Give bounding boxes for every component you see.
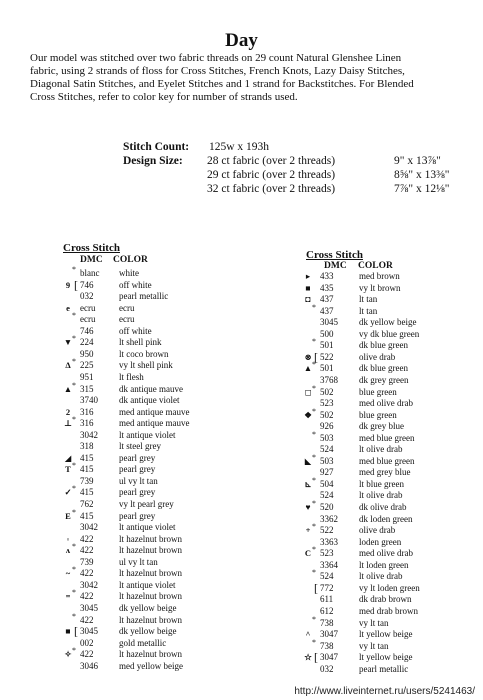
- stitch-symbol-icon: ■: [305, 282, 311, 293]
- color-name: lt shell pink: [119, 337, 162, 348]
- design-size-row: [207, 169, 450, 181]
- key-left-title: Cross Stitch: [63, 242, 120, 254]
- stitch-symbol-icon: ⊥: [63, 418, 73, 429]
- design-size-fabric: 29 ct fabric (over 2 threads): [207, 169, 336, 181]
- dmc-number: 435: [320, 282, 334, 293]
- blend-asterisk: *: [312, 360, 316, 370]
- blend-asterisk: *: [312, 614, 316, 624]
- dmc-number: 951: [80, 371, 94, 382]
- stitch-symbol-icon: ✧: [64, 649, 72, 660]
- stitch-count-label: Stitch Count:: [123, 141, 190, 153]
- dmc-number: 504: [320, 478, 334, 489]
- blend-asterisk: *: [72, 357, 76, 367]
- color-name: blue green: [359, 386, 397, 397]
- dmc-number: 032: [80, 291, 94, 302]
- design-size-fabric: 28 ct fabric (over 2 threads): [207, 155, 336, 167]
- footer-url: http://www.liveinternet.ru/users/5241463/: [294, 686, 475, 697]
- dmc-number: 520: [320, 502, 334, 512]
- dmc-number: 502: [320, 386, 334, 397]
- color-name: pearl grey: [119, 487, 156, 498]
- dmc-number: 950: [80, 348, 94, 359]
- dmc-number: 3042: [80, 522, 98, 533]
- blend-asterisk: *: [312, 429, 316, 439]
- dmc-number: 3363: [320, 536, 338, 547]
- dmc-number: ecru: [80, 314, 96, 325]
- blend-asterisk: *: [72, 311, 76, 321]
- dmc-number: 746: [80, 279, 94, 290]
- dmc-number: 503: [320, 455, 334, 466]
- color-name: lt hazelnut brown: [119, 533, 182, 544]
- color-name: lt steel grey: [119, 441, 161, 452]
- stitch-symbol-icon: ♥: [305, 502, 311, 512]
- color-name: dk yellow beige: [119, 602, 177, 613]
- dmc-number: 225: [80, 360, 94, 371]
- stitch-symbol-icon: ❖: [304, 409, 312, 420]
- blend-bracket: [: [74, 277, 78, 292]
- stitch-symbol-icon: ◘: [305, 294, 311, 305]
- color-name: dk olive drab: [359, 502, 407, 512]
- dmc-number: 738: [320, 617, 334, 628]
- stitch-symbol-icon: ~: [65, 568, 71, 579]
- color-name: med antique mauve: [119, 406, 190, 417]
- stitch-symbol-icon: ^: [305, 629, 311, 640]
- dmc-number: 746: [80, 325, 94, 336]
- intro-line: fabric, using 2 strands of floss for Cross Stitches, French Knots, Lazy Daisy Stitches,: [30, 65, 405, 77]
- dmc-number: 415: [80, 510, 94, 521]
- stitch-count-value: 125w x 193h: [209, 141, 270, 153]
- dmc-number: 500: [320, 328, 334, 339]
- dmc-number: 3046: [80, 660, 98, 671]
- dmc-number: 503: [320, 432, 334, 443]
- color-name: dk antique violet: [119, 395, 180, 406]
- dmc-number: 926: [320, 421, 334, 432]
- blend-asterisk: *: [312, 568, 316, 578]
- color-name: vy lt shell pink: [119, 360, 173, 371]
- color-name: vy lt loden green: [359, 582, 420, 593]
- color-name: olive drab: [359, 351, 396, 362]
- blend-asterisk: *: [312, 499, 316, 508]
- dmc-number: 415: [80, 464, 94, 475]
- color-name: loden green: [359, 536, 402, 547]
- stitch-symbol-icon: ▲: [63, 383, 73, 394]
- color-name: blue green: [359, 409, 397, 420]
- blend-bracket: [: [314, 650, 318, 665]
- stitch-symbol-icon: ◣: [304, 455, 312, 466]
- blend-asterisk: *: [72, 565, 76, 575]
- dmc-number: 523: [320, 548, 334, 559]
- stitch-symbol-icon: ◻: [304, 386, 312, 397]
- color-name: med blue green: [359, 432, 415, 443]
- color-name: pearl metallic: [119, 291, 169, 302]
- dmc-number: 316: [80, 406, 94, 417]
- key-right-dmc-header: DMC: [324, 261, 347, 271]
- dmc-number: 522: [320, 351, 334, 362]
- dmc-number: 524: [320, 571, 334, 582]
- color-name: vy lt brown: [359, 282, 401, 293]
- color-name: dk grey green: [359, 374, 409, 385]
- design-size-fabric: 32 ct fabric (over 2 threads): [207, 183, 336, 195]
- dmc-number: 3045: [80, 626, 98, 637]
- dmc-number: 612: [320, 605, 334, 616]
- dmc-number: 002: [80, 637, 94, 648]
- dmc-number: 3364: [320, 559, 338, 570]
- dmc-number: 437: [320, 294, 334, 305]
- blend-asterisk: *: [312, 302, 316, 312]
- color-name: dk loden green: [359, 513, 413, 524]
- color-name: dk yellow beige: [119, 626, 177, 637]
- blend-asterisk: *: [72, 380, 76, 390]
- dmc-number: 032: [320, 663, 334, 674]
- color-name: lt hazelnut brown: [119, 545, 182, 556]
- intro-line: Cross Stitches, refer to color key for number of strands used.: [30, 91, 298, 103]
- dmc-number: 318: [80, 441, 94, 452]
- dmc-number: 524: [320, 490, 334, 501]
- blend-asterisk: *: [72, 588, 76, 598]
- color-name: med brown: [359, 271, 400, 281]
- dmc-number: 772: [320, 582, 334, 593]
- page-title: Day: [225, 30, 258, 51]
- stitch-symbol-icon: ⊗: [304, 351, 312, 362]
- dmc-number: 422: [80, 649, 94, 660]
- dmc-number: 611: [320, 594, 334, 605]
- color-name: med antique mauve: [119, 418, 190, 429]
- color-name: lt olive drab: [359, 490, 403, 501]
- blend-bracket: [: [314, 580, 318, 595]
- design-size-label: Design Size:: [123, 155, 183, 167]
- stitch-symbol-icon: ■: [65, 626, 71, 637]
- dmc-number: 224: [80, 337, 94, 348]
- dmc-number: 3047: [320, 652, 338, 663]
- color-name: vy lt tan: [359, 617, 389, 628]
- color-name: off white: [119, 279, 152, 290]
- color-name: vy lt tan: [359, 640, 389, 651]
- dmc-number: 501: [320, 363, 334, 374]
- color-name: med olive drab: [359, 398, 413, 409]
- dmc-number: 927: [320, 467, 334, 478]
- dmc-number: 422: [80, 533, 94, 544]
- color-name: med olive drab: [359, 548, 413, 559]
- blend-asterisk: *: [312, 406, 316, 416]
- blend-asterisk: *: [312, 475, 316, 485]
- design-size-dimensions: 9" x 13⅞": [394, 155, 441, 167]
- dmc-number: 3042: [80, 579, 98, 590]
- dmc-number: 3045: [80, 602, 98, 613]
- color-name: lt blue green: [359, 478, 404, 489]
- stitch-symbol-icon: ◢: [64, 452, 72, 463]
- intro-line: Diagonal Satin Stitches, and Eyelet Stitches and 1 strand for Backstitches. For Blended: [30, 78, 414, 90]
- dmc-number: 502: [320, 409, 334, 420]
- blend-asterisk: *: [312, 337, 316, 347]
- dmc-number: 433: [320, 271, 334, 281]
- blend-bracket: [: [74, 624, 78, 639]
- color-name: olive drab: [359, 525, 396, 536]
- design-size-row: [207, 183, 450, 195]
- color-name: off white: [119, 325, 152, 336]
- stitch-symbol-icon: ▸: [305, 271, 311, 281]
- dmc-number: 523: [320, 398, 334, 409]
- color-name: lt yellow beige: [359, 652, 413, 663]
- stitch-symbol-icon: ʌ: [65, 545, 71, 556]
- stitch-symbol-icon: 2: [65, 406, 71, 417]
- dmc-number: 762: [80, 499, 94, 509]
- color-name: lt olive drab: [359, 571, 403, 582]
- color-name: dk blue green: [359, 363, 408, 374]
- color-name: dk blue green: [359, 340, 408, 351]
- dmc-number: 3045: [320, 317, 338, 328]
- color-name: pearl grey: [119, 464, 156, 475]
- color-name: dk antique mauve: [119, 383, 183, 394]
- dmc-number: 3042: [80, 429, 98, 440]
- stitch-symbol-icon: C: [304, 548, 312, 559]
- key-right-color-header: COLOR: [358, 261, 393, 271]
- stitch-symbol-icon: +: [305, 525, 311, 536]
- color-name: lt antique violet: [119, 522, 176, 533]
- dmc-number: 3740: [80, 395, 98, 406]
- color-name: med blue green: [359, 455, 415, 466]
- dmc-number: 522: [320, 525, 334, 536]
- key-right-title: Cross Stitch: [306, 249, 363, 261]
- color-name: ul vy lt tan: [119, 475, 158, 486]
- stitch-symbol-icon: ☆: [304, 652, 312, 663]
- blend-asterisk: *: [312, 637, 316, 647]
- blend-asterisk: *: [72, 611, 76, 621]
- dmc-number: 315: [80, 383, 94, 394]
- blend-asterisk: *: [72, 415, 76, 425]
- color-name: dk grey blue: [359, 421, 404, 432]
- dmc-number: 316: [80, 418, 94, 429]
- dmc-number: 415: [80, 452, 94, 463]
- color-name: ecru: [119, 302, 135, 313]
- blend-asterisk: *: [72, 484, 76, 494]
- color-name: pearl grey: [119, 510, 156, 521]
- color-name: lt loden green: [359, 559, 409, 570]
- color-name: lt hazelnut brown: [119, 591, 182, 602]
- dmc-number: 3768: [320, 374, 338, 385]
- color-name: med drab brown: [359, 605, 418, 616]
- blend-asterisk: *: [72, 542, 76, 552]
- color-name: ul vy lt tan: [119, 556, 158, 567]
- dmc-number: 524: [320, 444, 334, 455]
- color-name: dk drab brown: [359, 594, 412, 605]
- color-name: med grey blue: [359, 467, 411, 478]
- dmc-number: 3362: [320, 513, 338, 524]
- dmc-number: 422: [80, 591, 94, 602]
- dmc-number: 422: [80, 545, 94, 556]
- blend-asterisk: *: [312, 522, 316, 532]
- blend-asterisk: *: [312, 452, 316, 462]
- blend-asterisk: *: [312, 383, 316, 393]
- stitch-symbol-icon: ▲: [303, 363, 313, 374]
- dmc-number: ecru: [80, 302, 96, 313]
- stitch-symbol-icon: T: [65, 464, 71, 475]
- color-name: lt flesh: [119, 371, 144, 382]
- stitch-symbol-icon: 9: [65, 279, 71, 290]
- dmc-number: 415: [80, 487, 94, 498]
- dmc-number: 739: [80, 556, 94, 567]
- color-name: white: [119, 268, 139, 278]
- key-left-dmc-header: DMC: [80, 255, 103, 265]
- design-size-row: [207, 155, 441, 167]
- color-name: lt hazelnut brown: [119, 614, 182, 625]
- intro-line: Our model was stitched over two fabric threads on 29 count Natural Glenshee Linen: [30, 52, 402, 64]
- dmc-number: blanc: [80, 268, 100, 278]
- stitch-symbol-icon: ✓: [64, 487, 72, 498]
- color-name: lt coco brown: [119, 348, 169, 359]
- color-name: lt hazelnut brown: [119, 568, 182, 579]
- color-name: vy dk blue green: [359, 328, 420, 339]
- color-name: lt olive drab: [359, 444, 403, 455]
- dmc-number: 739: [80, 475, 94, 486]
- design-size-dimensions: 7⅞" x 12⅛": [394, 183, 450, 195]
- stitch-symbol-icon: Δ: [65, 360, 71, 371]
- stitch-symbol-icon: ◦: [66, 533, 70, 544]
- color-name: vy lt pearl grey: [119, 499, 174, 509]
- color-name: ecru: [119, 314, 135, 325]
- blend-asterisk: *: [72, 646, 76, 656]
- blend-asterisk: *: [72, 461, 76, 471]
- blend-asterisk: *: [72, 265, 76, 274]
- blend-asterisk: *: [312, 545, 316, 555]
- key-left-color-header: COLOR: [113, 255, 148, 265]
- dmc-number: 422: [80, 614, 94, 625]
- blend-asterisk: *: [72, 334, 76, 344]
- dmc-number: 501: [320, 340, 334, 351]
- color-name: lt tan: [359, 294, 378, 305]
- intro-paragraph: [30, 52, 470, 104]
- dmc-number: 3047: [320, 629, 338, 640]
- stitch-symbol-icon: ▼: [63, 337, 73, 348]
- dmc-number: 422: [80, 568, 94, 579]
- color-name: lt antique violet: [119, 429, 176, 440]
- stitch-symbol-icon: E: [65, 510, 71, 521]
- color-name: dk yellow beige: [359, 317, 417, 328]
- color-name: lt hazelnut brown: [119, 649, 182, 660]
- color-name: med yellow beige: [119, 660, 183, 671]
- color-name: pearl metallic: [359, 663, 409, 674]
- design-size-dimensions: 8⅝" x 13⅜": [394, 169, 450, 181]
- color-name: lt yellow beige: [359, 629, 413, 640]
- color-name: gold metallic: [119, 637, 167, 648]
- color-name: lt antique violet: [119, 579, 176, 590]
- blend-asterisk: *: [72, 507, 76, 517]
- blend-bracket: [: [314, 349, 318, 364]
- stitch-symbol-icon: e: [66, 302, 70, 313]
- stitch-symbol-icon: ⊾: [304, 478, 312, 489]
- dmc-number: 738: [320, 640, 334, 651]
- color-name: lt tan: [359, 305, 378, 316]
- stitch-symbol-icon: =: [65, 591, 71, 602]
- dmc-number: 437: [320, 305, 334, 316]
- color-name: pearl grey: [119, 452, 156, 463]
